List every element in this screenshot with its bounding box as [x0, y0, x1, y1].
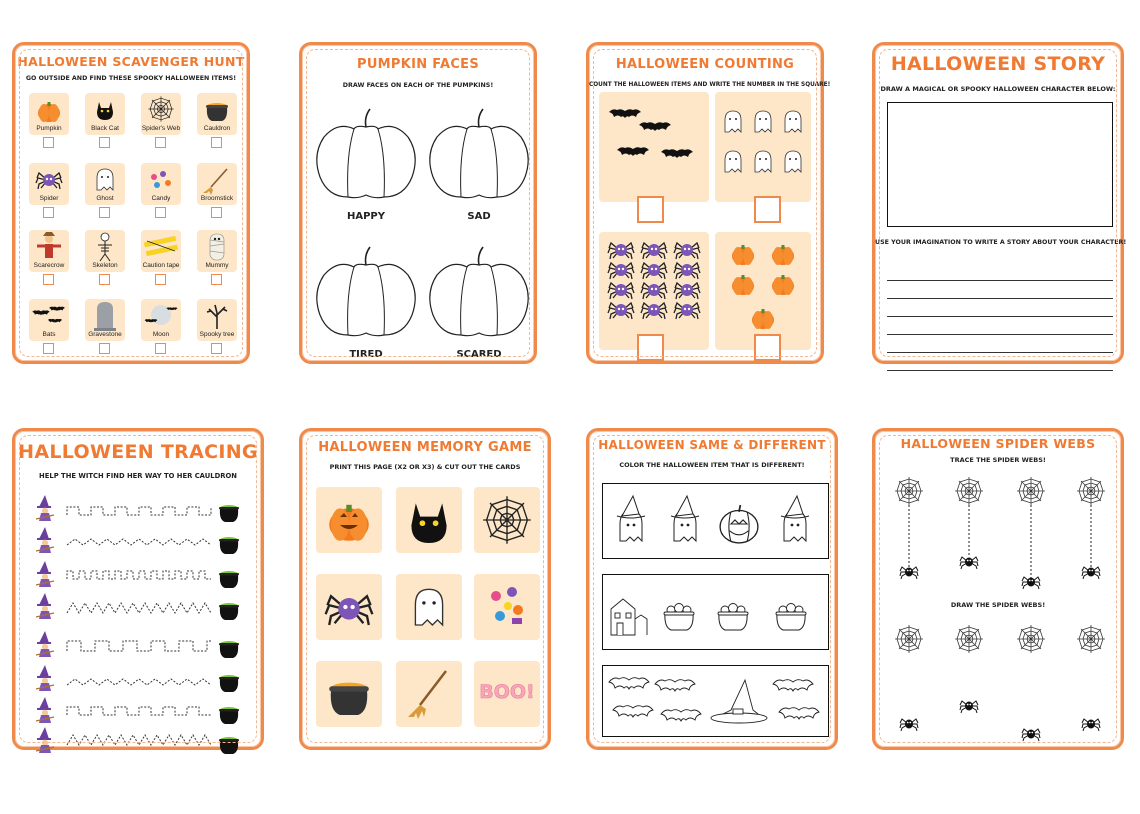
scavenger-item-tile: [29, 163, 69, 205]
scavenger-item-label: Gravestone: [88, 331, 122, 338]
memory-card[interactable]: [474, 661, 540, 727]
bat-icon: [617, 147, 649, 156]
scavenger-checkbox[interactable]: [99, 137, 110, 148]
scavenger-item-tile: [141, 163, 181, 205]
scavenger-checkbox[interactable]: [155, 274, 166, 285]
outline-pumpkin-icon: [311, 105, 421, 205]
mummy-icon: [197, 230, 237, 264]
scavenger-item-label: Mummy: [205, 262, 229, 269]
face-label-tired: TIRED: [349, 349, 383, 360]
scavenger-item-tile: [197, 163, 237, 205]
sheet-subtitle: COLOR THE HALLOWEEN ITEM THAT IS DIFFERENT!: [619, 461, 805, 469]
halloween-memory-sheet: [299, 428, 551, 750]
sheet-subtitle: TRACE THE SPIDER WEBS!: [950, 456, 1046, 464]
scavenger-checkbox[interactable]: [43, 343, 54, 354]
spider-web-tracing[interactable]: [875, 461, 1127, 751]
black-cat-icon: [396, 487, 462, 553]
sheet-subtitle: DRAW FACES ON EACH OF THE PUMPKINS!: [342, 82, 494, 89]
scavenger-checkbox[interactable]: [211, 207, 222, 218]
scavenger-item-tile: [197, 230, 237, 272]
scavenger-item-tile: [85, 299, 125, 341]
sheet-title: PUMPKIN FACES: [357, 57, 479, 72]
skeleton-icon: [85, 230, 125, 264]
ghost-icon: [85, 163, 125, 197]
sheet-subtitle: GO OUTSIDE AND FIND THESE SPOOKY HALLOWEEN ITEMS!: [25, 75, 237, 82]
scavenger-item-tile: [85, 93, 125, 135]
moon-icon: [141, 299, 181, 333]
sheet-title: HALLOWEEN SPIDER WEBS: [900, 436, 1096, 451]
scavenger-checkbox[interactable]: [43, 137, 54, 148]
boo-icon: BOO!: [479, 681, 535, 703]
broomstick-icon: [197, 163, 237, 197]
spooky-tree-icon: [197, 299, 237, 333]
sheet-subtitle: HELP THE WITCH FIND HER WAY TO HER CAULDRON: [39, 472, 237, 480]
scavenger-item-tile: [85, 163, 125, 205]
scavenger-item-label: Ghost: [96, 195, 114, 202]
face-label-happy: HAPPY: [346, 211, 385, 222]
memory-card[interactable]: [396, 661, 462, 727]
scavenger-item-tile: [197, 299, 237, 341]
scavenger-checkbox[interactable]: [155, 207, 166, 218]
scavenger-item-label: Cauldron: [203, 125, 231, 132]
spider-web-icon: [141, 93, 181, 127]
scavenger-checkbox[interactable]: [211, 137, 222, 148]
memory-card[interactable]: [316, 574, 382, 640]
halloween-counting-sheet: [586, 42, 831, 364]
count-tile-ghosts: [715, 92, 811, 202]
sheet-title: HALLOWEEN STORY: [890, 53, 1106, 75]
scavenger-item-tile: [85, 230, 125, 272]
scavenger-item-label: Skeleton: [92, 262, 118, 269]
gravestone-icon: [85, 299, 125, 333]
scavenger-item-tile: [141, 299, 181, 341]
cauldron-icon: [316, 661, 382, 727]
count-tile-pumpkins: [715, 232, 811, 350]
drawing-box[interactable]: [887, 102, 1113, 227]
spider-icon: [316, 574, 382, 640]
scavenger-item-tile: [141, 230, 181, 272]
halloween-story-sheet: [872, 42, 1127, 364]
count-tile-bats: [599, 92, 709, 202]
outline-pumpkin-icon: [424, 105, 534, 205]
candy-icon: [141, 163, 181, 197]
scavenger-item-tile: [197, 93, 237, 135]
black-cat-icon: [85, 93, 125, 127]
scavenger-item-label: Black Cat: [91, 125, 119, 132]
story-prompt: USE YOUR IMAGINATION TO WRITE A STORY ABOUT YOUR CHARACTER!: [875, 239, 1127, 246]
scavenger-hunt-sheet: [12, 42, 250, 364]
scavenger-checkbox[interactable]: [99, 207, 110, 218]
scavenger-item-label: Spider: [39, 195, 59, 202]
tracing-paths[interactable]: [15, 489, 267, 759]
scavenger-item-tile: [29, 93, 69, 135]
scavenger-item-label: Moon: [152, 331, 170, 338]
memory-card[interactable]: [316, 661, 382, 727]
sheet-title: HALLOWEEN SAME & DIFFERENT: [598, 438, 826, 452]
scavenger-checkbox[interactable]: [155, 343, 166, 354]
spider-icon: [900, 557, 1100, 741]
scavenger-checkbox[interactable]: [155, 137, 166, 148]
spider-icon: [29, 163, 69, 197]
face-label-scared: SCARED: [456, 349, 502, 360]
halloween-tracing-sheet: [12, 428, 264, 750]
count-answer-box[interactable]: [754, 196, 781, 223]
sheet-subtitle: PRINT THIS PAGE (X2 OR X3) & CUT OUT THE CARDS: [329, 463, 521, 471]
scavenger-item-label: Scarecrow: [33, 262, 65, 269]
bat-icon: [609, 109, 641, 118]
scavenger-item-label: Caution tape: [142, 262, 180, 269]
broomstick-icon: [396, 661, 462, 727]
pumpkin-faces-sheet: [299, 42, 537, 364]
scavenger-item-label: Pumpkin: [36, 125, 62, 132]
bat-icon: [639, 122, 671, 131]
scavenger-checkbox[interactable]: [211, 343, 222, 354]
bat-icon: [661, 149, 693, 158]
cauldron-icon: [219, 505, 239, 754]
scavenger-item-tile: [141, 93, 181, 135]
sheet-title: HALLOWEEN COUNTING: [615, 57, 795, 72]
writing-lines[interactable]: [887, 263, 1113, 371]
ghost-icon: [396, 574, 462, 640]
row-cauldrons[interactable]: [602, 574, 829, 650]
scavenger-item-tile: [29, 230, 69, 272]
scavenger-item-label: Candy: [151, 195, 171, 202]
pumpkin-icon: [316, 487, 382, 553]
sheet-title: HALLOWEEN TRACING: [18, 441, 258, 463]
witch-icon: [36, 495, 54, 753]
outline-pumpkin-icon: [311, 243, 421, 343]
memory-card[interactable]: [316, 487, 382, 553]
scavenger-item-label: Spider's Web: [141, 125, 181, 132]
count-tile-spiders: [599, 232, 709, 350]
halloween-same-different-sheet: [586, 428, 838, 750]
spider-web-icon: [474, 487, 540, 553]
scavenger-checkbox[interactable]: [43, 207, 54, 218]
halloween-spider-webs-sheet: [872, 428, 1124, 750]
sheet-subtitle: DRAW A MAGICAL OR SPOOKY HALLOWEEN CHARACTER BELOW:: [880, 85, 1116, 93]
sheet-title: HALLOWEEN SCAVENGER HUNT: [17, 54, 245, 69]
scavenger-checkbox[interactable]: [43, 274, 54, 285]
memory-card[interactable]: [396, 574, 462, 640]
scavenger-checkbox[interactable]: [211, 274, 222, 285]
row-bats[interactable]: [602, 665, 829, 737]
scavenger-item-label: Spooky tree: [199, 331, 235, 338]
sheet-subtitle-draw: DRAW THE SPIDER WEBS!: [950, 601, 1046, 609]
row-ghosts[interactable]: [602, 483, 829, 559]
scavenger-checkbox[interactable]: [99, 274, 110, 285]
scavenger-item-tile: [29, 299, 69, 341]
cauldron-icon: [197, 93, 237, 127]
pumpkin-icon: [29, 93, 69, 127]
caution-tape-icon: [141, 230, 181, 264]
bats-icon: [29, 299, 69, 333]
scavenger-checkbox[interactable]: [99, 343, 110, 354]
sheet-subtitle: COUNT THE HALLOWEEN ITEMS AND WRITE THE NUMBER IN THE SQUARE!: [589, 82, 831, 88]
sheet-title: HALLOWEEN MEMORY GAME: [318, 440, 532, 455]
memory-card[interactable]: [396, 487, 462, 553]
spider-web-icon: [895, 477, 1105, 653]
scavenger-item-label: Bats: [42, 331, 56, 338]
count-answer-box[interactable]: [637, 334, 664, 361]
count-answer-box[interactable]: [637, 196, 664, 223]
scavenger-item-label: Broomstick: [200, 195, 234, 202]
outline-pumpkin-icon: [424, 243, 534, 343]
face-label-sad: SAD: [467, 211, 491, 222]
memory-card[interactable]: [474, 574, 540, 640]
count-answer-box[interactable]: [754, 334, 781, 361]
memory-card[interactable]: [474, 487, 540, 553]
candy-icon: [474, 574, 540, 640]
scarecrow-icon: [29, 230, 69, 264]
